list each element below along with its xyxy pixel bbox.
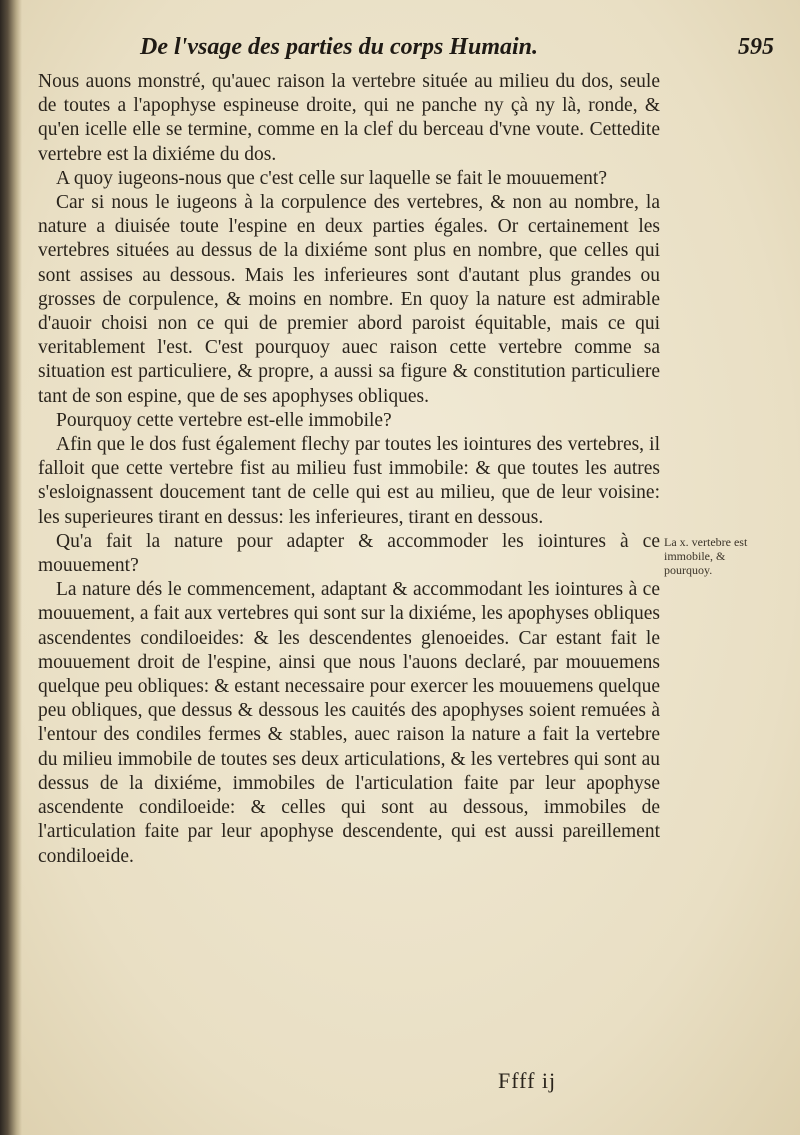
- paragraph: Nous auons monstré, qu'auec raison la vertebre située au milieu du dos, seule de toutes a l'apophyse espineuse droite, qui ne panche ny çà ny là, ronde, & qu'en icelle elle se termine, comme en la clef du berceau d'vne voute. Cettedite vertebre est la dixiéme du dos.: [38, 71, 660, 165]
- question-paragraph: Qu'a fait la nature pour adapter & accommoder les iointures à ce mouuement?: [38, 530, 660, 577]
- signature-mark: Ffff ij: [498, 1068, 557, 1093]
- paragraph: La nature dés le commencement, adaptant & accommodant les iointures à ce mouuement, a fait aux vertebres qui sont sur la dixiéme, les apophyses obliques ascendentes condiloeides: & les descendentes glenoeides. Car estant fait le mouuement droit de l'espine, ainsi que nous l'auons declaré, par mouuemens quelque peu obliques: & estant necessaire pour exercer les mouuemens quelque peu obliques, que dessus & dessous les cauités des apophyses soient remuées à l'entour des condiles fermes & stables, auec raison la nature a fait la vertebre du milieu immobile de toutes ses deux articulations, & les vertebres qui sont au dessus de la dixiéme, immobiles de l'articulation faite par leur apophyse ascendente condiloeide: & celles qui sont au dessous, immobiles de l'articulation faite par leur apophyse descendente, qui est aussi pareillement condiloeide.: [38, 579, 660, 867]
- page-header: [140, 34, 774, 68]
- body-text: [38, 70, 660, 869]
- margin-note: La x. vertebre est immobile, & pourquoy.: [664, 535, 748, 577]
- paragraph: Afin que le dos fust également flechy par toutes les iointures des vertebres, il falloit que cette vertebre fist au milieu fust immobile: & que toutes les autres s'esloignassent doucement tant de celle qui est au milieu, que de leur voisine: les superieures tirant en dessus: les inferieures, tirant en dessous.: [38, 434, 660, 528]
- page-number: 595: [738, 34, 774, 60]
- binding-gutter: [0, 0, 22, 1135]
- question-paragraph: A quoy iugeons-nous que c'est celle sur laquelle se fait le mouuement?: [56, 167, 607, 189]
- question-paragraph: Pourquoy cette vertebre est-elle immobile?: [56, 409, 392, 431]
- running-head: De l'vsage des parties du corps Humain.: [140, 34, 539, 60]
- paragraph: Car si nous le iugeons à la corpulence des vertebres, & non au nombre, la nature a diuisée toute l'espine en deux parties égales. Or certainement les vertebres situées au dessus de la dixiéme sont plus en nombre, que celles qui sont assises au dessous. Mais les inferieures sont d'autant plus grandes ou grosses de corpulence, & moins en nombre. En quoy la nature est admirable d'auoir choisi non ce qui de premier abord paroist équitable, mais ce qui veritablement l'est. C'est pourquoy auec raison cette vertebre comme sa situation est particuliere, & propre, a aussi sa figure & constitution particuliere tant de son espine, que de ses apophyses obliques.: [38, 192, 660, 407]
